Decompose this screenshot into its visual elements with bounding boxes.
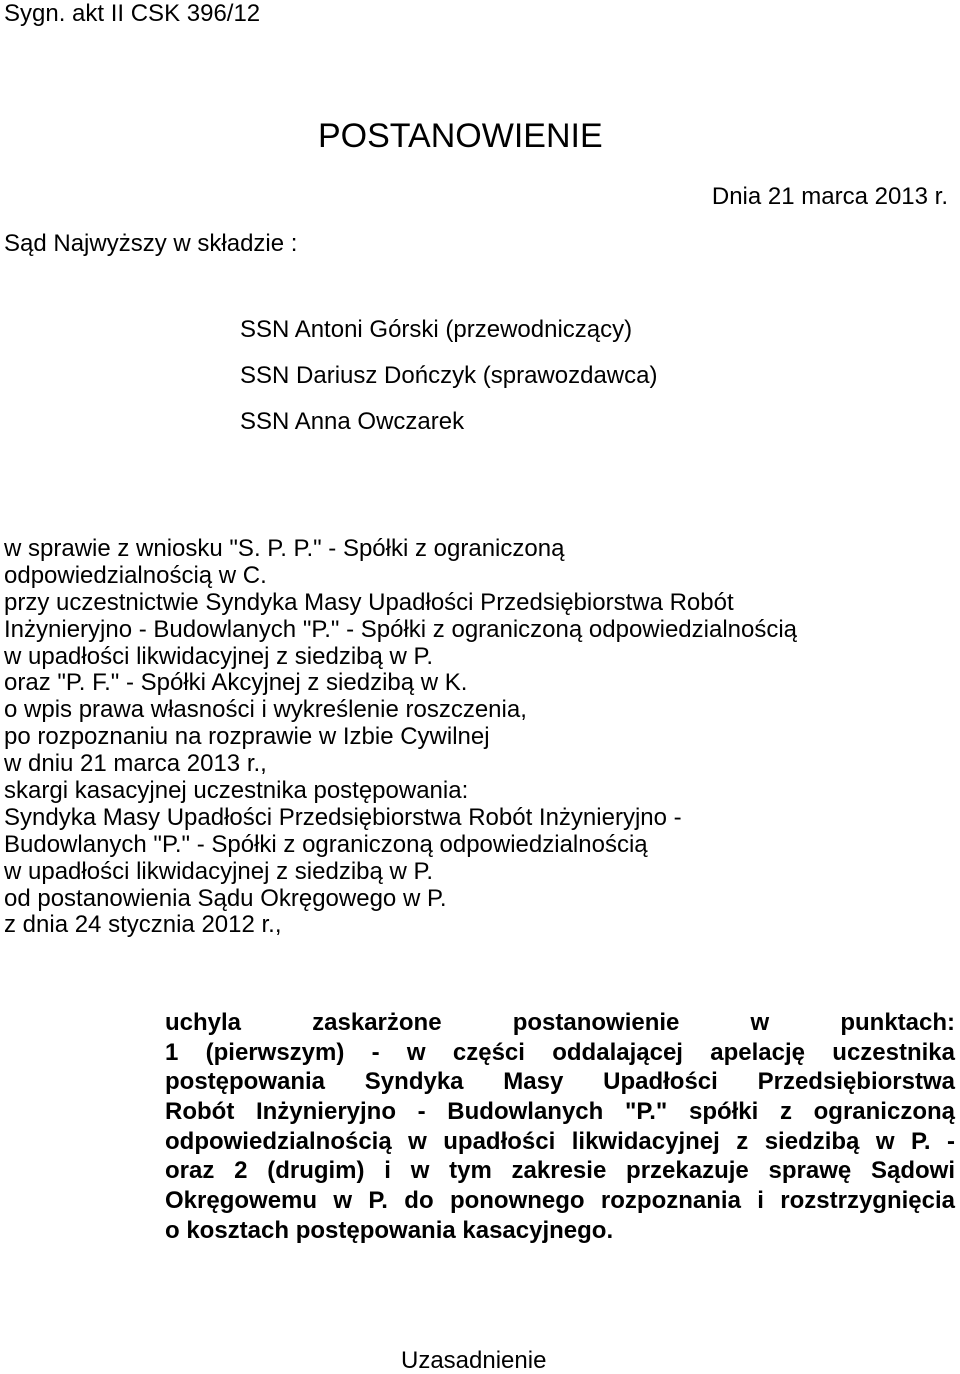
ruling-line: Okręgowemu w P. do ponownego rozpoznania i rozstrzygnięcia — [165, 1187, 955, 1215]
court-composition-label: Sąd Najwyższy w składzie : — [4, 230, 298, 257]
case-line: o wpis prawa własności i wykreślenie roszczenia, — [4, 696, 527, 724]
judges-list — [240, 318, 657, 456]
ruling-text — [165, 1011, 955, 1249]
case-line: przy uczestnictwie Syndyka Masy Upadłości Przedsiębiorstwa Robót — [4, 588, 734, 616]
case-line: skargi kasacyjnej uczestnika postępowania: — [4, 777, 469, 805]
case-description — [4, 537, 797, 940]
case-line: w upadłości likwidacyjnej z siedzibą w P. — [4, 642, 434, 670]
case-line: z dnia 24 stycznia 2012 r., — [4, 911, 282, 939]
case-line: Syndyka Masy Upadłości Przedsiębiorstwa Robót Inżynieryjno - — [4, 803, 682, 831]
ruling-line: Robót Inżynieryjno - Budowlanych "P." spółki z ograniczoną — [165, 1098, 955, 1126]
document-date: Dnia 21 marca 2013 r. — [711, 183, 948, 210]
judge-entry: SSN Antoni Górski (przewodniczący) — [240, 316, 633, 343]
ruling-line: uchyla zaskarżone postanowienie w punktach: — [165, 1009, 955, 1036]
case-line: oraz "P. F." - Spółki Akcyjnej z siedzibą w K. — [4, 669, 468, 697]
justification-heading: Uzasadnienie — [401, 1347, 547, 1374]
case-line: Inżynieryjno - Budowlanych "P." - Spółki z ograniczoną odpowiedzialnością — [4, 615, 798, 643]
judge-entry: SSN Anna Owczarek — [240, 408, 465, 435]
case-line: po rozpoznaniu na rozprawie w Izbie Cywilnej — [4, 723, 490, 751]
ruling-line: 1 (pierwszym) - w części oddalającej apelację uczestnika — [165, 1038, 955, 1066]
case-line: od postanowienia Sądu Okręgowego w P. — [4, 884, 447, 912]
ruling-line: oraz 2 (drugim) i w tym zakresie przekazuje sprawę Sądowi — [165, 1157, 955, 1185]
case-line: Budowlanych "P." - Spółki z ograniczoną odpowiedzialnością — [4, 830, 648, 858]
ruling-line: postępowania Syndyka Masy Upadłości Przedsiębiorstwa — [165, 1068, 955, 1096]
document-title: POSTANOWIENIE — [318, 117, 603, 155]
case-line: w sprawie z wniosku "S. P. P." - Spółki z ograniczoną — [4, 535, 565, 562]
case-line: w upadłości likwidacyjnej z siedzibą w P. — [4, 857, 434, 885]
judge-entry: SSN Dariusz Dończyk (sprawozdawca) — [240, 362, 658, 389]
case-signature: Sygn. akt II CSK 396/12 — [4, 0, 261, 27]
case-line: w dniu 21 marca 2013 r., — [4, 750, 267, 778]
ruling-line: odpowiedzialnością w upadłości likwidacyjnej z siedzibą w P. - — [165, 1127, 955, 1155]
ruling-line: o kosztach postępowania kasacyjnego. — [165, 1216, 614, 1244]
case-line: odpowiedzialnością w C. — [4, 561, 267, 589]
